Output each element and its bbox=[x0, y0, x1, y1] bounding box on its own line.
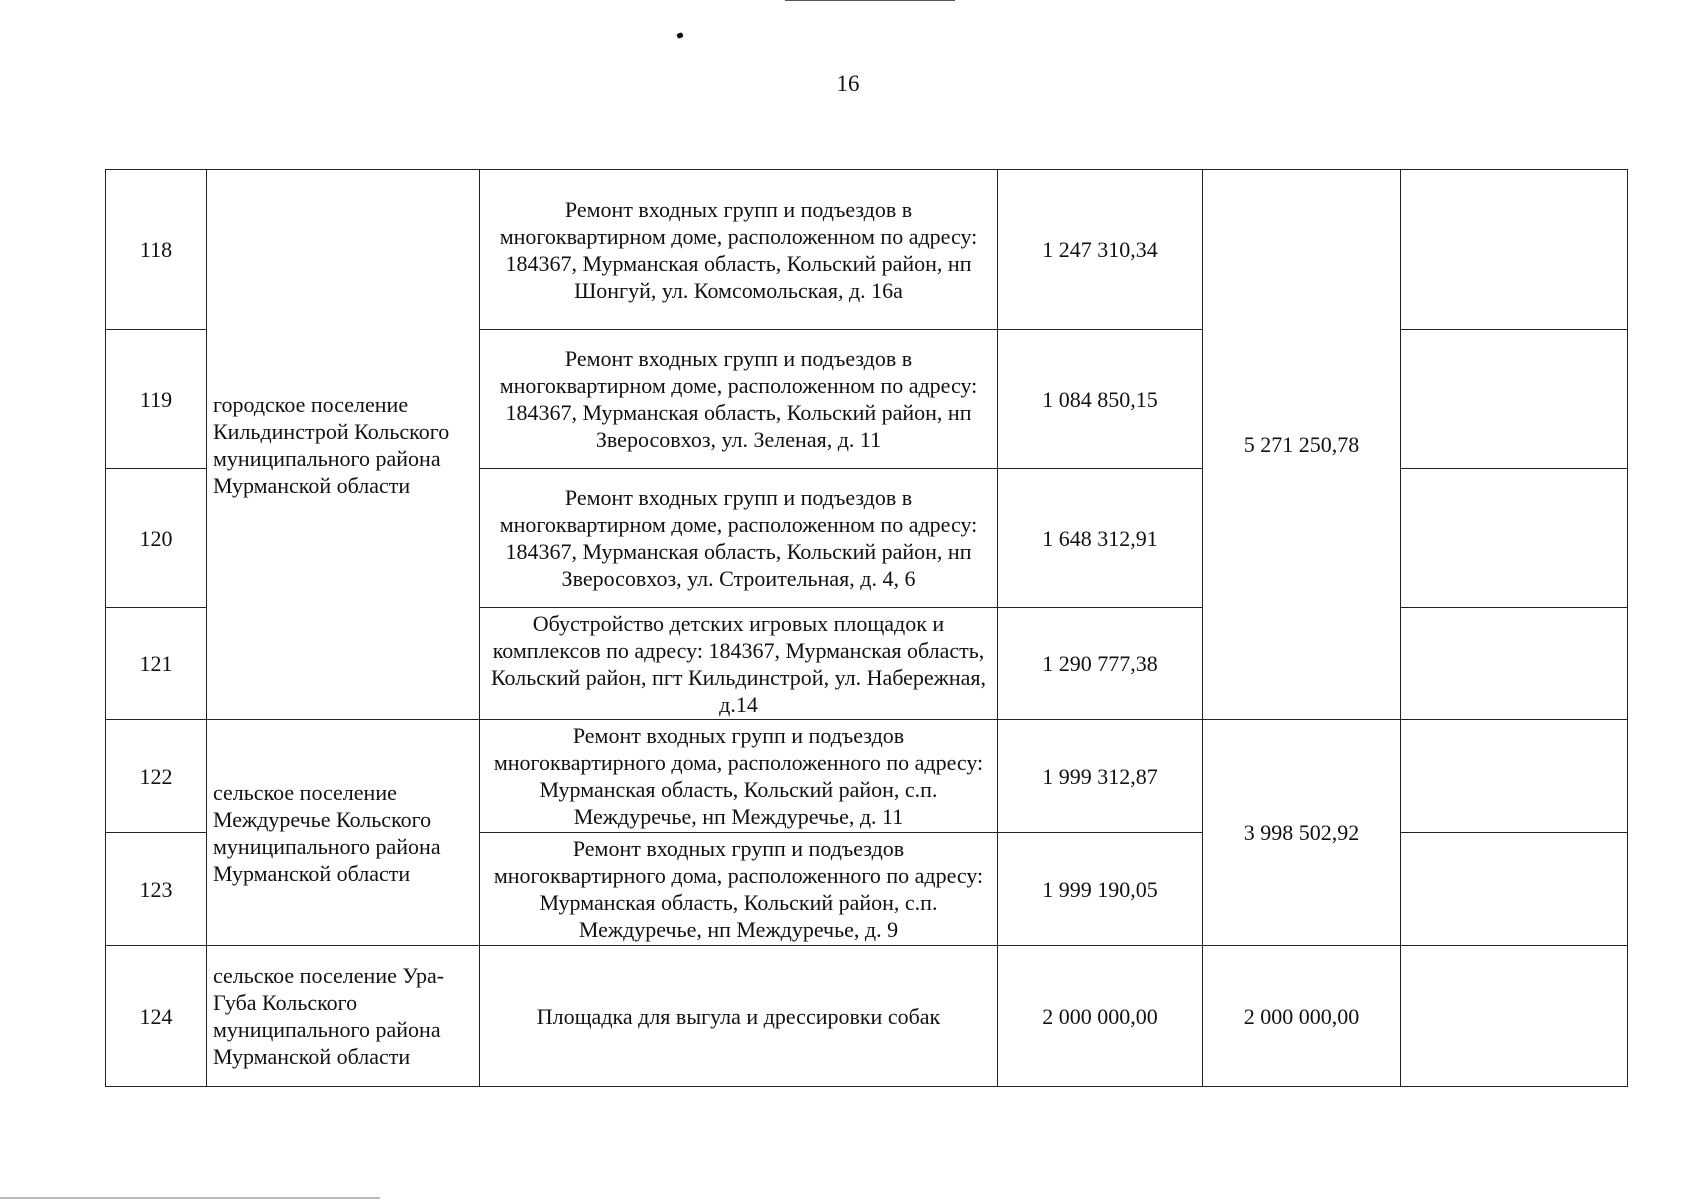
project-description: Ремонт входных групп и подъездов многоквартирного дома, расположенного по адресу: Мурманская область, Кольский район, с.п. Междуречье, нп Междуречье, д. 11 bbox=[480, 720, 998, 833]
scan-artifact-bottom bbox=[0, 1197, 380, 1199]
group-total: 3 998 502,92 bbox=[1203, 720, 1401, 946]
project-amount: 1 290 777,38 bbox=[998, 608, 1203, 720]
row-number: 121 bbox=[106, 608, 207, 720]
row-number: 118 bbox=[106, 170, 207, 330]
empty-cell bbox=[1401, 608, 1628, 720]
scan-artifact-top bbox=[785, 0, 955, 1]
empty-cell bbox=[1401, 946, 1628, 1087]
project-amount: 2 000 000,00 bbox=[998, 946, 1203, 1087]
row-number: 124 bbox=[106, 946, 207, 1087]
project-amount: 1 648 312,91 bbox=[998, 469, 1203, 608]
project-description: Ремонт входных групп и подъездов в многоквартирном доме, расположенном по адресу: 184367, Мурманская область, Кольский район, нп Зверосовхоз, ул. Зеленая, д. 11 bbox=[480, 330, 998, 469]
project-amount: 1 084 850,15 bbox=[998, 330, 1203, 469]
empty-cell bbox=[1401, 720, 1628, 833]
table-row bbox=[106, 946, 1628, 1087]
project-amount: 1 999 190,05 bbox=[998, 833, 1203, 946]
page-number: 16 bbox=[836, 71, 860, 96]
empty-cell bbox=[1401, 170, 1628, 330]
municipality-cell: сельское поселение Ура-Губа Кольского муниципального района Мурманской области bbox=[207, 946, 480, 1087]
group-total: 2 000 000,00 bbox=[1203, 946, 1401, 1087]
project-description: Ремонт входных групп и подъездов многоквартирного дома, расположенного по адресу: Мурманская область, Кольский район, с.п. Междуречье, нп Междуречье, д. 9 bbox=[480, 833, 998, 946]
empty-cell bbox=[1401, 330, 1628, 469]
project-description: Обустройство детских игровых площадок и комплексов по адресу: 184367, Мурманская область, Кольский район, пгт Кильдинстрой, ул. Набережная, д.14 bbox=[480, 608, 998, 720]
project-description: Площадка для выгула и дрессировки собак bbox=[480, 946, 998, 1087]
table-row bbox=[106, 720, 1628, 833]
row-number: 119 bbox=[106, 330, 207, 469]
empty-cell bbox=[1401, 469, 1628, 608]
project-amount: 1 999 312,87 bbox=[998, 720, 1203, 833]
municipality-cell: городское поселение Кильдинстрой Кольского муниципального района Мурманской области bbox=[207, 170, 480, 720]
scan-artifact-dot bbox=[676, 32, 683, 39]
empty-cell bbox=[1401, 833, 1628, 946]
municipality-cell: сельское поселение Междуречье Кольского муниципального района Мурманской области bbox=[207, 720, 480, 946]
row-number: 120 bbox=[106, 469, 207, 608]
row-number: 123 bbox=[106, 833, 207, 946]
project-amount: 1 247 310,34 bbox=[998, 170, 1203, 330]
row-number: 122 bbox=[106, 720, 207, 833]
table-row bbox=[106, 170, 1628, 330]
group-total: 5 271 250,78 bbox=[1203, 170, 1401, 720]
project-description: Ремонт входных групп и подъездов в многоквартирном доме, расположенном по адресу: 184367, Мурманская область, Кольский район, нп Зверосовхоз, ул. Строительная, д. 4, 6 bbox=[480, 469, 998, 608]
project-description: Ремонт входных групп и подъездов в многоквартирном доме, расположенном по адресу: 184367, Мурманская область, Кольский район, нп Шонгуй, ул. Комсомольская, д. 16а bbox=[480, 170, 998, 330]
funding-table bbox=[105, 169, 1628, 1087]
